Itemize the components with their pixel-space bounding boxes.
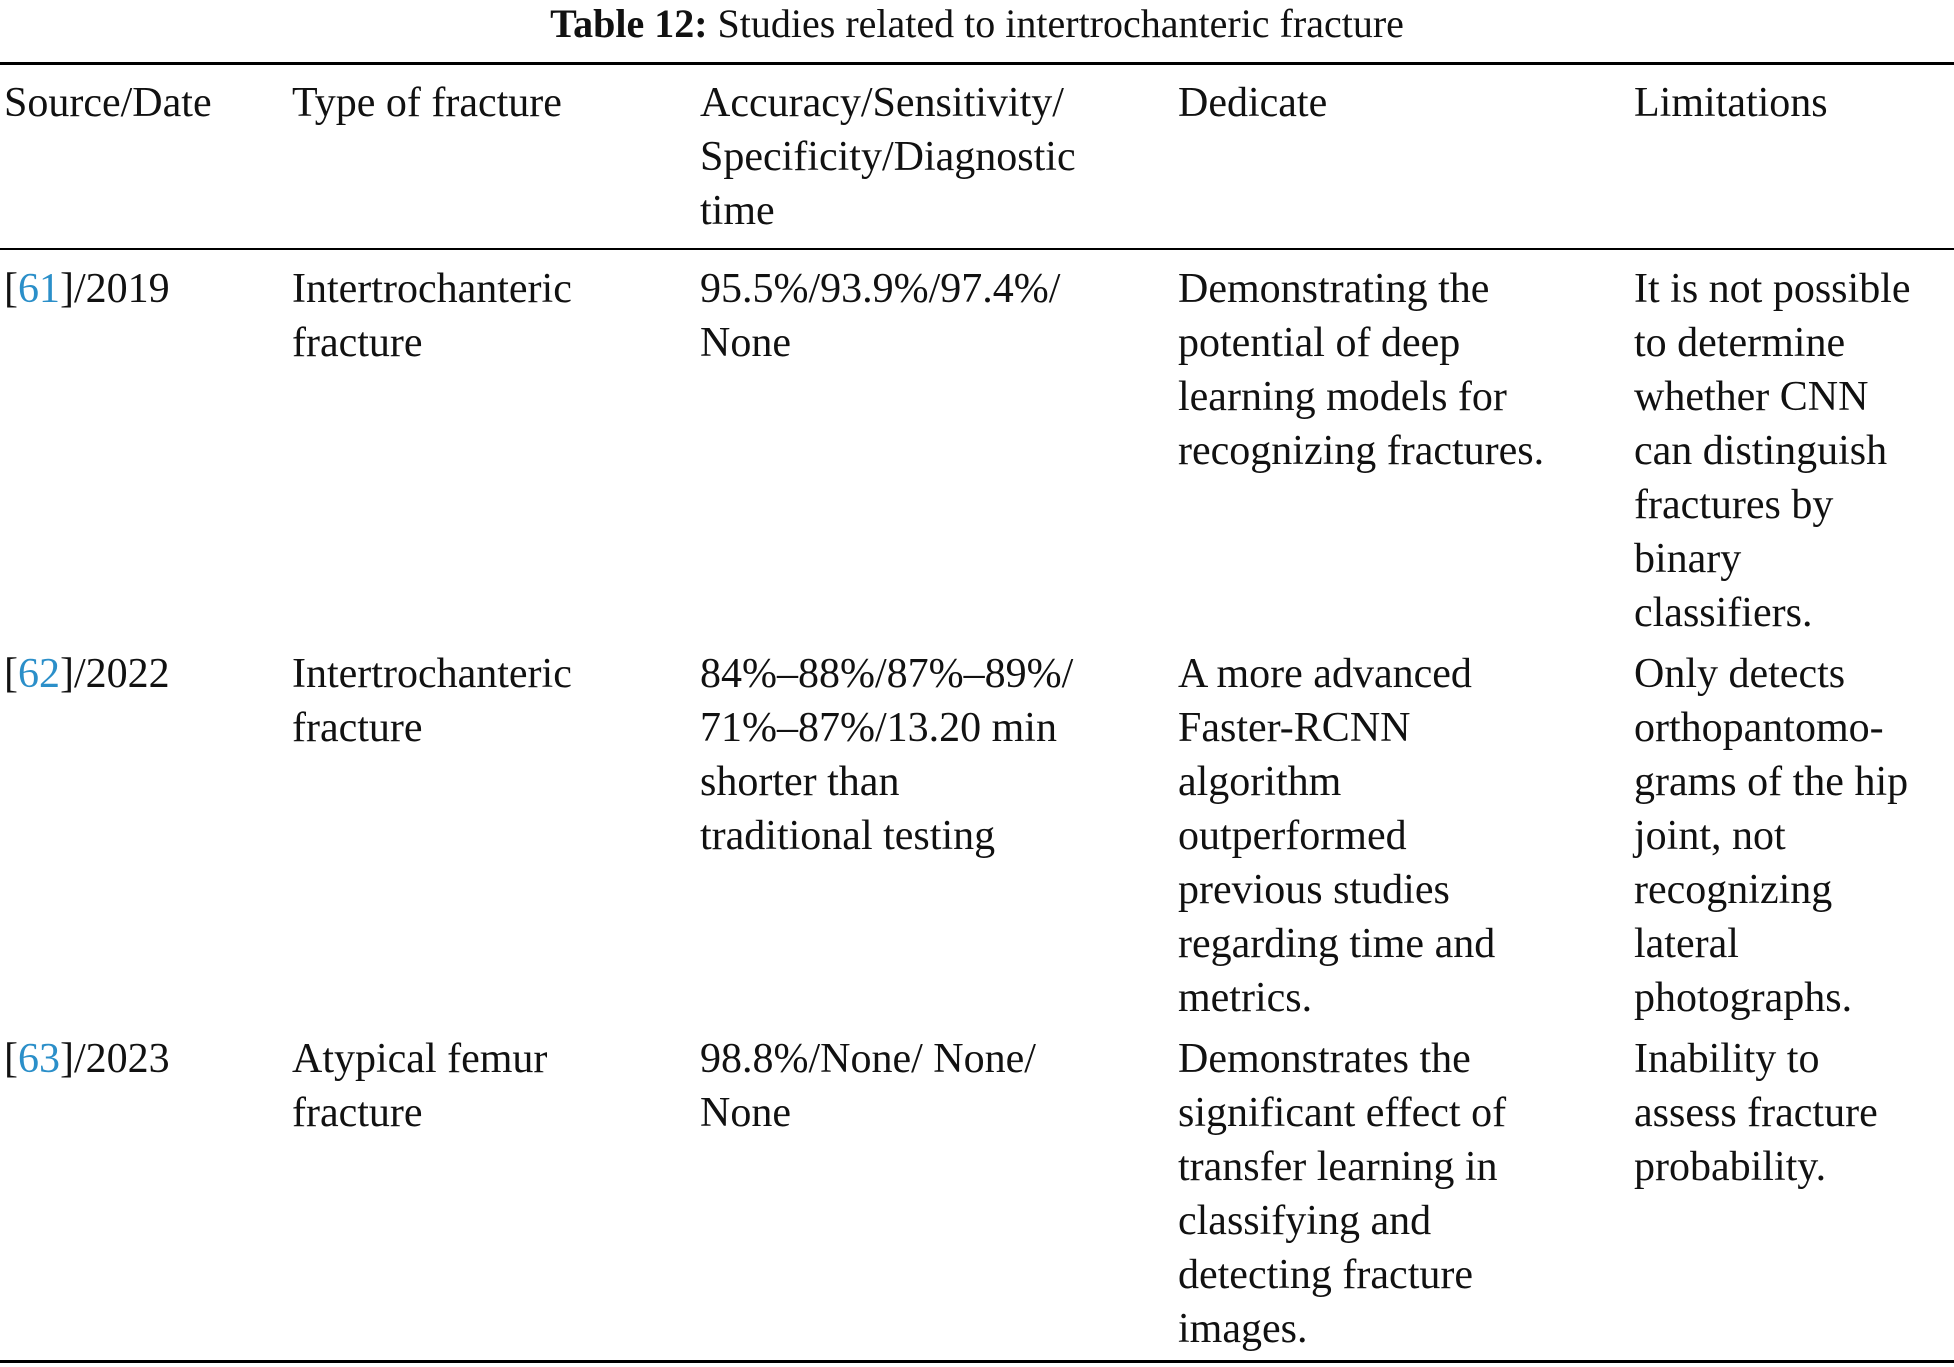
caption-label: Table 12: xyxy=(550,1,708,46)
table-row-2-metrics: 84%–88%/87%–89%/ 71%–87%/13.20 min shorter than traditional testing xyxy=(700,651,1074,859)
header-type-of-fracture: Type of fracture xyxy=(292,80,562,126)
caption-text: Studies related to intertrochanteric fracture xyxy=(717,1,1404,46)
bottom-rule xyxy=(0,1360,1954,1363)
reference-link-63[interactable]: 63 xyxy=(18,1036,60,1082)
table-row-3-type: Atypical femur fracture xyxy=(292,1036,548,1136)
reference-link-62[interactable]: 62 xyxy=(18,651,60,697)
top-rule xyxy=(0,62,1954,65)
table-row-3-source: [63]/2023 xyxy=(4,1036,170,1082)
header-rule xyxy=(0,248,1954,250)
table-row-1-dedicate: Demonstrating the potential of deep learning models for recognizing fractures. xyxy=(1178,266,1545,474)
row-2-date: ]/2022 xyxy=(60,651,170,697)
header-dedicate: Dedicate xyxy=(1178,80,1328,126)
table-row-1-limitations: It is not possible to determine whether CNN can distinguish fractures by binary classifiers. xyxy=(1634,266,1911,636)
table-row-2-source: [62]/2022 xyxy=(4,651,170,697)
table-row-3-limitations: Inability to assess fracture probability. xyxy=(1634,1036,1878,1190)
row-3-date: ]/2023 xyxy=(60,1036,170,1082)
table-row-2-dedicate: A more advanced Faster-RCNN algorithm outperformed previous studies regarding time and metrics. xyxy=(1178,651,1496,1021)
table-row-1-type: Intertrochanteric fracture xyxy=(292,266,572,366)
header-limitations: Limitations xyxy=(1634,80,1828,126)
table-row-3-metrics: 98.8%/None/ None/ None xyxy=(700,1036,1036,1136)
reference-link-61[interactable]: 61 xyxy=(18,266,60,312)
table-row-2-type: Intertrochanteric fracture xyxy=(292,651,572,751)
table-row-1-metrics: 95.5%/93.9%/97.4%/ None xyxy=(700,266,1061,366)
row-1-date: ]/2019 xyxy=(60,266,170,312)
header-source-date: Source/Date xyxy=(4,80,212,126)
header-accuracy: Accuracy/Sensitivity/ Specificity/Diagnostic time xyxy=(700,80,1076,234)
table-row-1-source: [61]/2019 xyxy=(4,266,170,312)
table-caption xyxy=(0,0,1954,48)
table-row-3-dedicate: Demonstrates the significant effect of transfer learning in classifying and detecting fracture images. xyxy=(1178,1036,1507,1352)
table-row-2-limitations: Only detects orthopantomo- grams of the hip joint, not recognizing lateral photographs. xyxy=(1634,651,1909,1021)
